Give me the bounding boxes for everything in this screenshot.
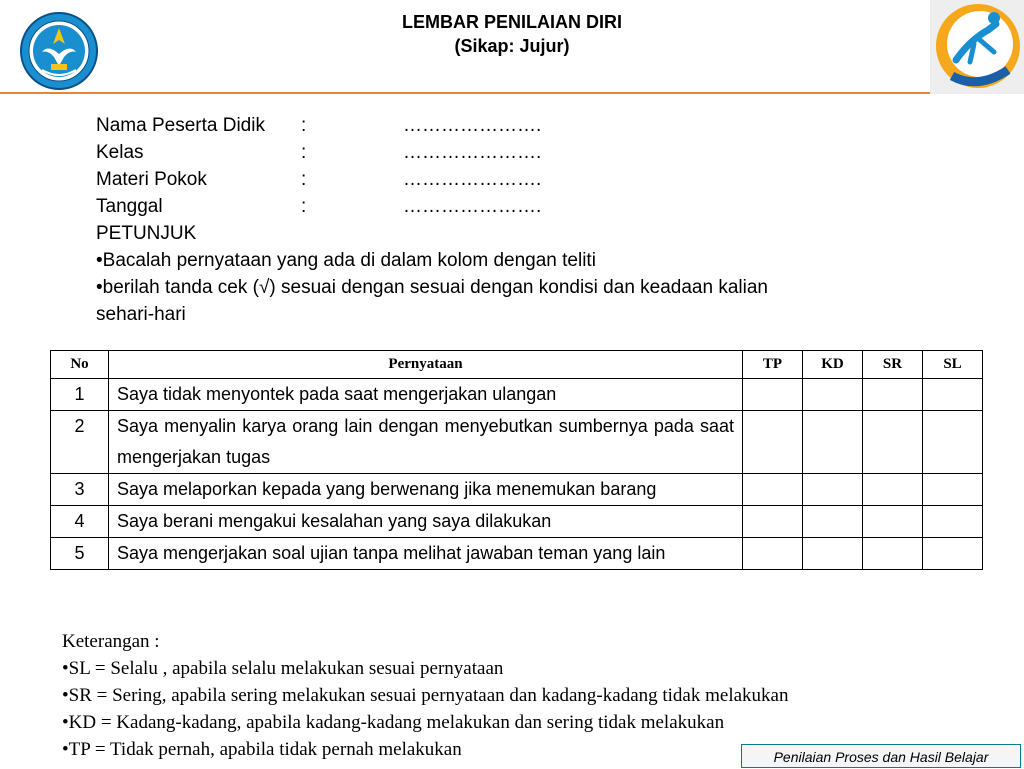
page-title: LEMBAR PENILAIAN DIRI bbox=[402, 12, 622, 32]
check-cell-sl[interactable] bbox=[923, 379, 983, 411]
notes-item: •SL = Selalu , apabila selalu melakukan sesuai pernyataan bbox=[62, 658, 504, 679]
row-number: 3 bbox=[51, 474, 109, 506]
info-label: Kelas bbox=[96, 142, 144, 163]
check-cell-sl[interactable] bbox=[923, 506, 983, 538]
document-title-block bbox=[0, 10, 1024, 58]
footer-label: Penilaian Proses dan Hasil Belajar bbox=[741, 744, 1021, 768]
check-cell-tp[interactable] bbox=[743, 379, 803, 411]
statement-cell: Saya mengerjakan soal ujian tanpa melihat jawaban teman yang lain bbox=[109, 538, 743, 570]
info-colon: : bbox=[301, 115, 307, 136]
table-row bbox=[51, 411, 983, 474]
check-cell-kd[interactable] bbox=[803, 506, 863, 538]
row-number: 2 bbox=[51, 411, 109, 474]
statement-cell: Saya tidak menyontek pada saat mengerjakan ulangan bbox=[109, 379, 743, 411]
instruction-item: •Bacalah pernyataan yang ada di dalam kolom dengan teliti bbox=[96, 250, 596, 271]
column-header-no: No bbox=[51, 351, 109, 379]
check-cell-sr[interactable] bbox=[863, 538, 923, 570]
info-row-nama bbox=[96, 112, 916, 139]
info-value: …………………. bbox=[403, 115, 542, 136]
row-number: 5 bbox=[51, 538, 109, 570]
notes-item: •SR = Sering, apabila sering melakukan sesuai pernyataan dan kadang-kadang tidak melakukan bbox=[62, 685, 789, 706]
check-cell-tp[interactable] bbox=[743, 411, 803, 474]
table-header-row bbox=[51, 351, 983, 379]
check-cell-kd[interactable] bbox=[803, 474, 863, 506]
column-header-kd: KD bbox=[803, 351, 863, 379]
info-row-tanggal bbox=[96, 193, 916, 220]
statement-cell: Saya berani mengakui kesalahan yang saya dilakukan bbox=[109, 506, 743, 538]
check-cell-kd[interactable] bbox=[803, 379, 863, 411]
info-label: Nama Peserta Didik bbox=[96, 115, 265, 136]
statement-cell: Saya melaporkan kepada yang berwenang jika menemukan barang bbox=[109, 474, 743, 506]
petunjuk-heading: PETUNJUK bbox=[96, 223, 197, 244]
check-cell-sr[interactable] bbox=[863, 474, 923, 506]
check-cell-kd[interactable] bbox=[803, 538, 863, 570]
check-cell-tp[interactable] bbox=[743, 474, 803, 506]
table-row bbox=[51, 474, 983, 506]
info-row-kelas bbox=[96, 139, 916, 166]
legend-notes bbox=[62, 628, 788, 763]
check-cell-sr[interactable] bbox=[863, 411, 923, 474]
table-row bbox=[51, 379, 983, 411]
header-divider bbox=[0, 92, 930, 94]
check-cell-kd[interactable] bbox=[803, 411, 863, 474]
check-cell-sr[interactable] bbox=[863, 379, 923, 411]
column-header-sl: SL bbox=[923, 351, 983, 379]
notes-title: Keterangan : bbox=[62, 631, 160, 652]
info-row-materi bbox=[96, 166, 916, 193]
info-colon: : bbox=[301, 196, 307, 217]
info-value: …………………. bbox=[403, 196, 542, 217]
info-colon: : bbox=[301, 169, 307, 190]
info-colon: : bbox=[301, 142, 307, 163]
statement-cell: Saya menyalin karya orang lain dengan menyebutkan sumbernya pada saat mengerjakan tugas bbox=[109, 411, 743, 474]
column-header-sr: SR bbox=[863, 351, 923, 379]
page-subtitle: (Sikap: Jujur) bbox=[454, 36, 570, 56]
check-cell-tp[interactable] bbox=[743, 538, 803, 570]
row-number: 4 bbox=[51, 506, 109, 538]
notes-item: •KD = Kadang-kadang, apabila kadang-kadang melakukan dan sering tidak melakukan bbox=[62, 712, 725, 733]
instruction-item-continued: sehari-hari bbox=[96, 304, 186, 325]
row-number: 1 bbox=[51, 379, 109, 411]
column-header-pernyataan: Pernyataan bbox=[109, 351, 743, 379]
check-cell-tp[interactable] bbox=[743, 506, 803, 538]
check-cell-sl[interactable] bbox=[923, 538, 983, 570]
column-header-tp: TP bbox=[743, 351, 803, 379]
check-cell-sl[interactable] bbox=[923, 411, 983, 474]
info-value: …………………. bbox=[403, 169, 542, 190]
table-row bbox=[51, 506, 983, 538]
table-row bbox=[51, 538, 983, 570]
info-value: …………………. bbox=[403, 142, 542, 163]
self-assessment-table bbox=[50, 350, 983, 570]
check-cell-sl[interactable] bbox=[923, 474, 983, 506]
info-label: Materi Pokok bbox=[96, 169, 207, 190]
check-cell-sr[interactable] bbox=[863, 506, 923, 538]
student-info-block bbox=[96, 112, 916, 328]
notes-item: •TP = Tidak pernah, apabila tidak pernah melakukan bbox=[62, 739, 462, 760]
info-label: Tanggal bbox=[96, 196, 163, 217]
instruction-item: •berilah tanda cek (√) sesuai dengan sesuai dengan kondisi dan keadaan kalian bbox=[96, 277, 768, 298]
